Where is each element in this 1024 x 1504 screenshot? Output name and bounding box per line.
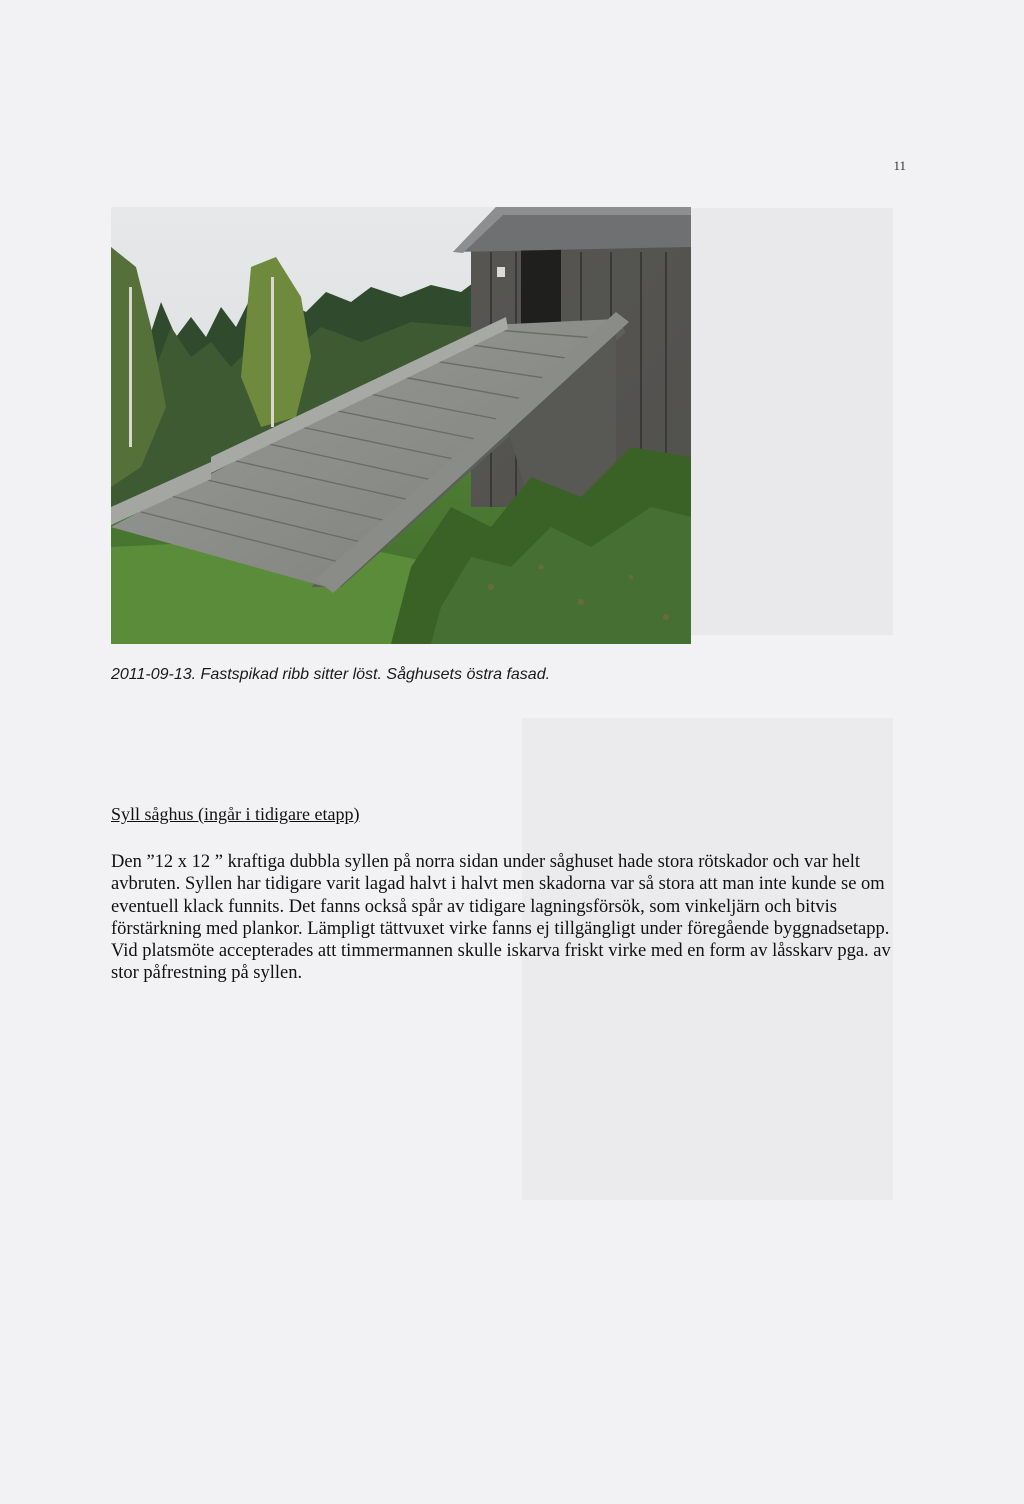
photo-saghus-east-facade — [111, 207, 691, 644]
section-heading: Syll såghus (ingår i tidigare etapp) — [111, 804, 360, 824]
photo-caption: 2011-09-13. Fastspikad ribb sitter löst. Såghusets östra fasad. — [111, 666, 551, 683]
body-paragraph: Den ”12 x 12 ” kraftiga dubbla syllen på norra sidan under såghuset hade stora rötskador och var helt avbruten. Syllen har tidigare varit lagad halvt i halvt men skadorna var så stora att man inte kunde se om eventuell klack funnits. Det fanns också spår av tidigare lagningsförsök, som vinkeljärn och bitvis förstärkning med plankor. Lämpligt tättvuxet virke fanns ej tillgängligt under föregående byggnadsetapp. Vid platsmöte accepterades att timmermannen skulle iskarva friskt virke med en form av låsskarv pga. av stor påfrestning på syllen. — [111, 852, 891, 984]
page-number: 11 — [893, 158, 906, 173]
